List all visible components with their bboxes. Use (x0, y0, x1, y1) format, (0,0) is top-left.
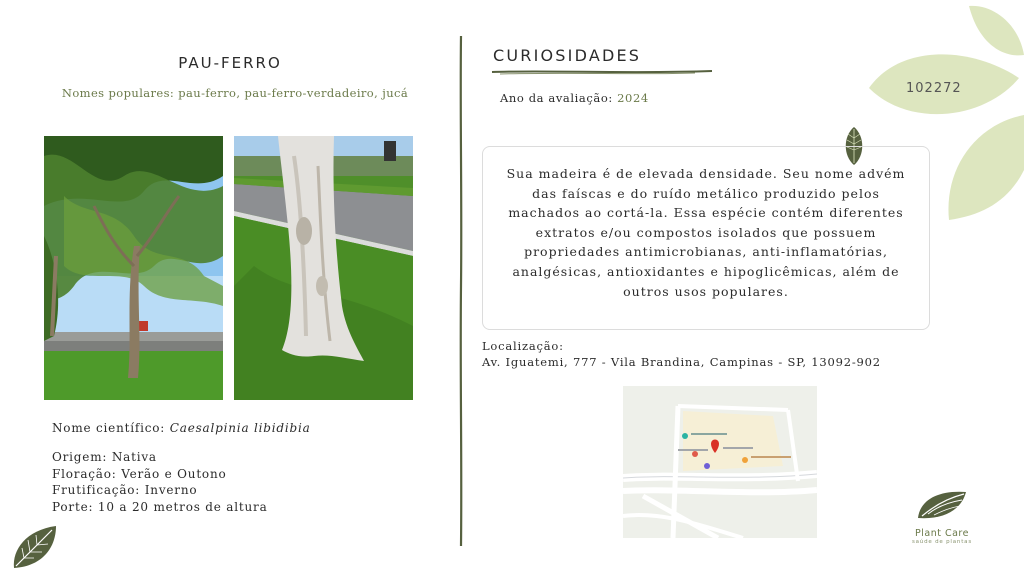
logo-subtitle: saúde de plantas (911, 539, 973, 545)
tree-photo-trunk (234, 136, 413, 400)
location-address: Av. Iguatemi, 777 - Vila Brandina, Campinas - SP, 13092-902 (482, 355, 881, 369)
logo-name: Plant Care (915, 528, 969, 539)
plant-care-logo (906, 488, 978, 545)
plant-name-title: PAU-FERRO (178, 54, 282, 72)
evaluation-year-label: Ano da avaliação: (500, 91, 618, 105)
flowering-text: Floração: Verão e Outono (52, 466, 227, 481)
scientific-name: Caesalpinia libidibia (169, 421, 311, 435)
evaluation-year-value: 2024 (617, 91, 649, 105)
record-id: 102272 (906, 81, 962, 96)
curiosities-title: CURIOSIDADES (493, 46, 642, 65)
title-underline (490, 68, 715, 76)
fruiting-text: Frutificação: Inverno (52, 483, 198, 497)
leaf-icon (914, 488, 970, 522)
evaluation-year (500, 91, 649, 105)
location-map[interactable] (623, 386, 817, 538)
vertical-divider (458, 36, 464, 546)
scientific-name-label: Nome científico: (52, 421, 170, 435)
plant-facts (52, 449, 268, 515)
curiosities-box (482, 146, 930, 330)
scientific-name-line (52, 421, 311, 435)
tree-photo-canopy (44, 136, 223, 400)
size-text: Porte: 10 a 20 metros de altura (52, 499, 268, 514)
popular-names: Nomes populares: pau-ferro, pau-ferro-verdadeiro, jucá (61, 86, 409, 100)
leaf-icon (10, 524, 60, 572)
curiosities-text: Sua madeira é de elevada densidade. Seu nome advém das faíscas e do ruído metálico produzido pelos machados ao cortá-la. Essa espécie contém diferentes extratos e/ou compostos isolados que possuem propriedades antimicrobianas, anti-inflamatórias, analgésicas, antioxidantes e hipoglicêmicas, além de outros usos populares. (506, 166, 906, 299)
origin-text: Origem: Nativa (52, 450, 157, 464)
location-label: Localização: (482, 339, 564, 353)
